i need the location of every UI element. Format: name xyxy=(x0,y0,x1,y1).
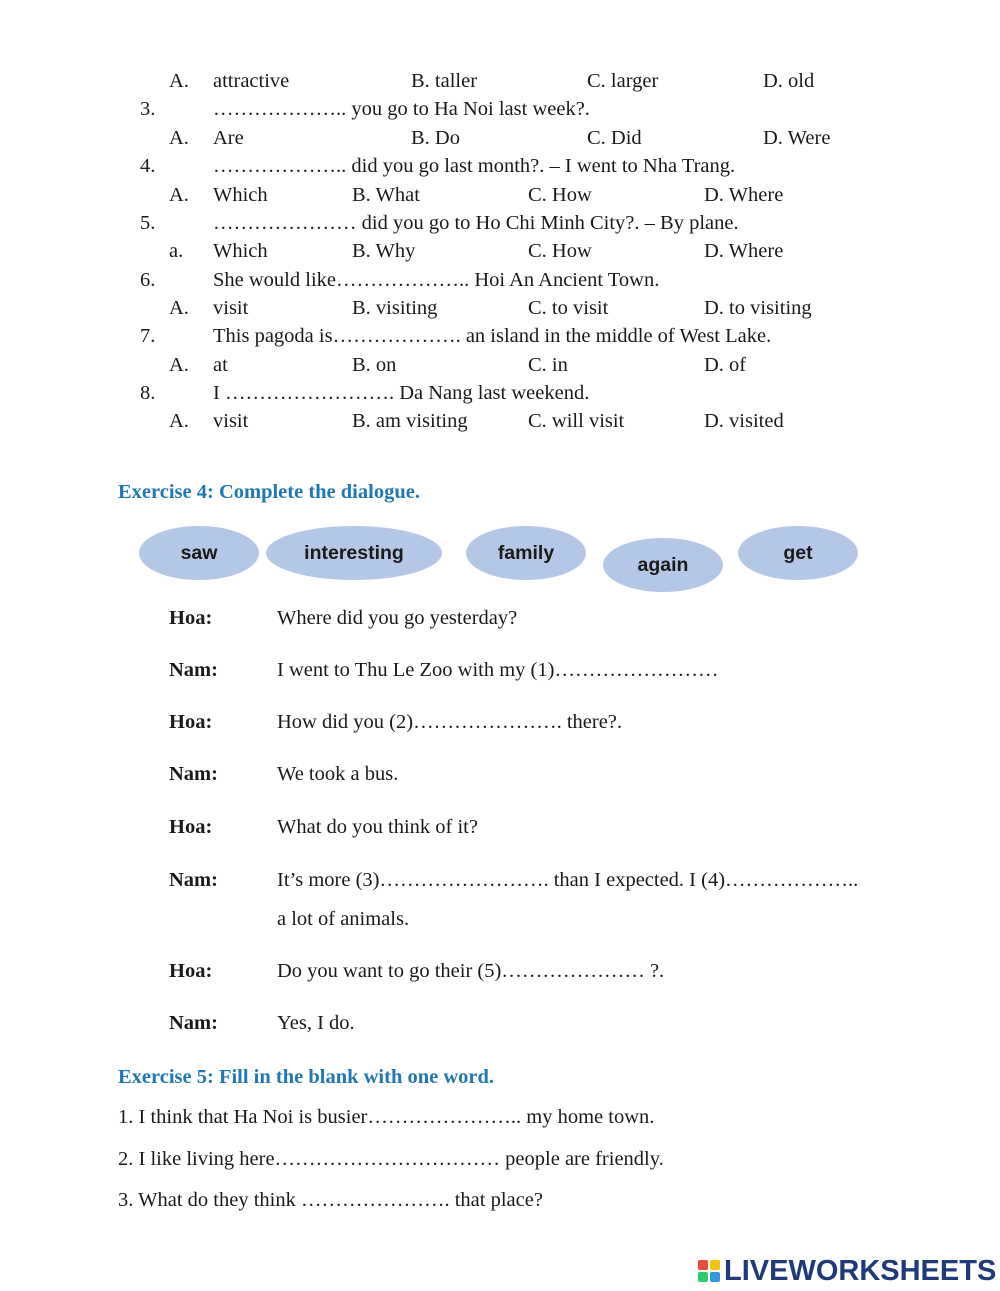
option-a: Which xyxy=(213,184,268,206)
dialogue-line: What do you think of it? xyxy=(277,816,478,838)
option-a: visit xyxy=(213,410,249,432)
option-a: at xyxy=(213,354,228,376)
option-a: attractive xyxy=(213,70,290,92)
option-d: D. to visiting xyxy=(704,297,812,319)
option-d: D. Were xyxy=(763,127,831,149)
speaker-label: Nam: xyxy=(169,1012,218,1034)
option-b: B. taller xyxy=(411,70,478,92)
dialogue-line: I went to Thu Le Zoo with my (1)…………………… xyxy=(277,659,719,681)
option-a: Which xyxy=(213,240,268,262)
fill-blank-item: 1. I think that Ha Noi is busier………………….. my home town. xyxy=(118,1106,655,1128)
option-b: B. on xyxy=(352,354,397,376)
speaker-label: Hoa: xyxy=(169,816,213,838)
option-label: A. xyxy=(169,70,189,92)
option-d: D. Where xyxy=(704,240,784,262)
option-b: B. Why xyxy=(352,240,416,262)
fill-blank-item: 2. I like living here…………………………… people are friendly. xyxy=(118,1148,664,1170)
option-b: B. Do xyxy=(411,127,460,149)
option-d: D. visited xyxy=(704,410,784,432)
dialogue-line: How did you (2)…………………. there?. xyxy=(277,711,623,733)
fill-blank-item: 3. What do they think …………………. that place? xyxy=(118,1189,543,1211)
speaker-label: Nam: xyxy=(169,869,218,891)
dialogue-line-continuation: a lot of animals. xyxy=(277,908,410,930)
question-text: I ……………………. Da Nang last weekend. xyxy=(213,382,590,404)
dialogue-line: Where did you go yesterday? xyxy=(277,607,518,629)
option-label: A. xyxy=(169,184,189,206)
option-label: A. xyxy=(169,410,189,432)
dialogue-line: It’s more (3)……………………. than I expected. I (4)……………….. xyxy=(277,869,859,891)
question-number: 4. xyxy=(140,155,156,177)
option-a: visit xyxy=(213,297,249,319)
option-d: D. old xyxy=(763,70,815,92)
option-c: C. larger xyxy=(587,70,659,92)
speaker-label: Hoa: xyxy=(169,711,213,733)
dialogue-line: Yes, I do. xyxy=(277,1012,355,1034)
word-bank-item: again xyxy=(603,538,723,592)
logo-mark-icon xyxy=(698,1260,720,1282)
question-text: ………………… did you go to Ho Chi Minh City?. – By plane. xyxy=(213,212,739,234)
exercise-5-title: Exercise 5: Fill in the blank with one word. xyxy=(118,1066,495,1088)
word-bank-item: interesting xyxy=(266,526,442,580)
question-number: 5. xyxy=(140,212,156,234)
speaker-label: Nam: xyxy=(169,659,218,681)
question-number: 6. xyxy=(140,269,156,291)
option-b: B. am visiting xyxy=(352,410,468,432)
option-label: a. xyxy=(169,240,184,262)
option-label: A. xyxy=(169,354,189,376)
question-number: 8. xyxy=(140,382,156,404)
option-a: Are xyxy=(213,127,244,149)
option-b: B. What xyxy=(352,184,420,206)
logo-text: LIVEWORKSHEETS xyxy=(724,1254,997,1287)
question-text: ……………….. you go to Ha Noi last week?. xyxy=(213,98,590,120)
option-c: C. will visit xyxy=(528,410,625,432)
speaker-label: Hoa: xyxy=(169,960,213,982)
option-b: B. visiting xyxy=(352,297,438,319)
speaker-label: Nam: xyxy=(169,763,218,785)
exercise-4-title: Exercise 4: Complete the dialogue. xyxy=(118,481,420,503)
liveworksheets-logo xyxy=(698,1254,996,1288)
dialogue-line: Do you want to go their (5)………………… ?. xyxy=(277,960,665,982)
dialogue-line: We took a bus. xyxy=(277,763,399,785)
option-c: C. to visit xyxy=(528,297,609,319)
word-bank-item: get xyxy=(738,526,858,580)
question-text: She would like……………….. Hoi An Ancient Town. xyxy=(213,269,660,291)
word-bank-item: family xyxy=(466,526,586,580)
option-label: A. xyxy=(169,297,189,319)
question-number: 7. xyxy=(140,325,156,347)
question-number: 3. xyxy=(140,98,156,120)
speaker-label: Hoa: xyxy=(169,607,213,629)
option-label: A. xyxy=(169,127,189,149)
option-c: C. How xyxy=(528,240,592,262)
word-bank-item: saw xyxy=(139,526,259,580)
option-d: D. of xyxy=(704,354,747,376)
option-c: C. Did xyxy=(587,127,642,149)
option-c: C. in xyxy=(528,354,568,376)
option-c: C. How xyxy=(528,184,592,206)
option-d: D. Where xyxy=(704,184,784,206)
question-text: This pagoda is………………. an island in the middle of West Lake. xyxy=(213,325,772,347)
question-text: ……………….. did you go last month?. – I went to Nha Trang. xyxy=(213,155,736,177)
